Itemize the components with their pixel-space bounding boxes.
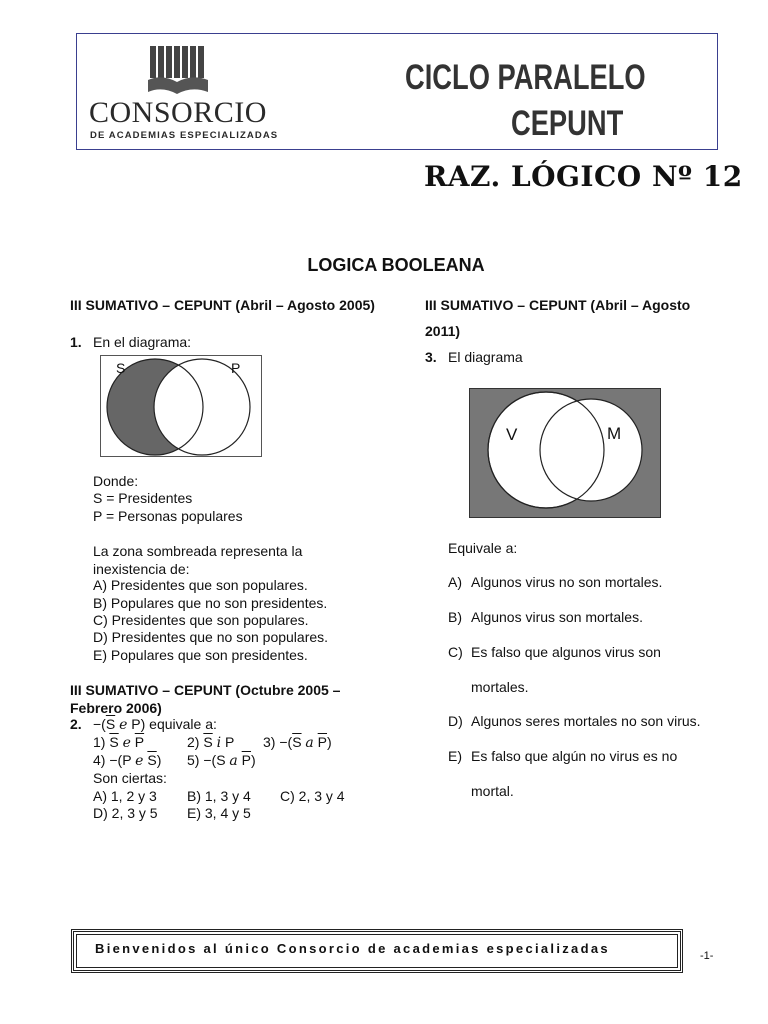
q2-answer-b: B) 1, 3 y 4 [187, 788, 251, 804]
q1-where: Donde: [93, 473, 139, 489]
cycle-title-line2: CEPUNT [511, 104, 624, 143]
q2-answer-e: E) 3, 4 y 5 [187, 805, 251, 821]
section-title: LOGICA BOOLEANA [307, 255, 485, 275]
venn-label-s: S [116, 360, 126, 376]
q1-def-s: S = Presidentes [93, 490, 193, 506]
q1-stem: En el diagrama: [93, 334, 192, 350]
q2-answer-a: A) 1, 2 y 3 [93, 788, 157, 804]
logo-name: CONSORCIO [89, 96, 267, 129]
q3-option-a-text: Algunos virus no son mortales. [471, 574, 663, 590]
q3-option-c-text: Es falso que algunos virus son [471, 644, 661, 660]
q1-option-d: D) Presidentes que no son populares. [93, 629, 329, 645]
venn-diagram-vm [469, 388, 661, 518]
q3-source-line2: 2011) [425, 323, 461, 339]
q1-def-p: P = Personas populares [93, 508, 243, 524]
q3-option-e-cont: mortal. [471, 783, 514, 799]
q3-option-b-letter: B) [448, 609, 462, 625]
q3-option-d-letter: D) [448, 713, 463, 729]
q3-option-c-cont: mortales. [471, 679, 529, 695]
q3-option-e-letter: E) [448, 748, 462, 764]
q3-option-b-text: Algunos virus son mortales. [471, 609, 643, 625]
q2-source: III SUMATIVO – CEPUNT (Octubre 2005 – Febrero 2006) [70, 682, 341, 716]
q2-number: 2. [70, 716, 82, 732]
q3-equiv: Equivale a: [448, 540, 518, 556]
q2-item-5: 5) −(S a $\overline{P}$) [187, 752, 256, 769]
q3-number: 3. [425, 349, 437, 365]
footer-text: Bienvenidos al único Consorcio de academias especializadas [95, 941, 610, 956]
q2-answer-c: C) 2, 3 y 4 [280, 788, 345, 804]
q2-item-3: $3) -(\overline{S}$ a $\overline{P}$) [263, 734, 332, 751]
cycle-title-line1: CICLO PARALELO [405, 58, 646, 97]
q1-option-b: B) Populares que no son presidentes. [93, 595, 328, 611]
q2-item-1: 1) $\overline{S}$ e $\overline{P}$ [93, 734, 145, 751]
venn-label-v: V [506, 425, 518, 444]
q3-option-e-text: Es falso que algún no virus es no [471, 748, 678, 764]
q2-answer-d: D) 2, 3 y 5 [93, 805, 158, 821]
q3-option-d-text: Algunos seres mortales no son virus. [471, 713, 701, 729]
q1-option-a: A) Presidentes que son populares. [93, 577, 308, 593]
page-number: -1- [700, 950, 714, 962]
q3-option-c-letter: C) [448, 644, 463, 660]
q2-stem: $-(\overline{S}$ e P) equivale a: [93, 716, 217, 733]
book-logo-icon [146, 46, 210, 96]
q3-source-line1: III SUMATIVO – CEPUNT (Abril – Agosto [425, 297, 691, 313]
logo-subtitle: DE ACADEMIAS ESPECIALIZADAS [90, 130, 279, 141]
q2-item-4: 4) −(P e $\overline{S}$) [93, 752, 162, 769]
q2-ciertas: Son ciertas: [93, 770, 167, 786]
venn-label-p: P [231, 360, 241, 376]
q3-stem: El diagrama [448, 349, 523, 365]
q1-prompt: La zona sombreada representa la inexistencia de: [93, 543, 303, 577]
q1-number: 1. [70, 334, 82, 350]
q2-item-2: 2) $\overline{S}$ i P [187, 734, 235, 751]
q1-option-c: C) Presidentes que son populares. [93, 612, 309, 628]
q1-source: III SUMATIVO – CEPUNT (Abril – Agosto 2005) [70, 297, 375, 313]
q1-option-e: E) Populares que son presidentes. [93, 647, 308, 663]
subject-title: RAZ. LÓGICO Nº 12 [424, 160, 743, 193]
q3-option-a-letter: A) [448, 574, 462, 590]
venn-label-m: M [607, 424, 622, 443]
